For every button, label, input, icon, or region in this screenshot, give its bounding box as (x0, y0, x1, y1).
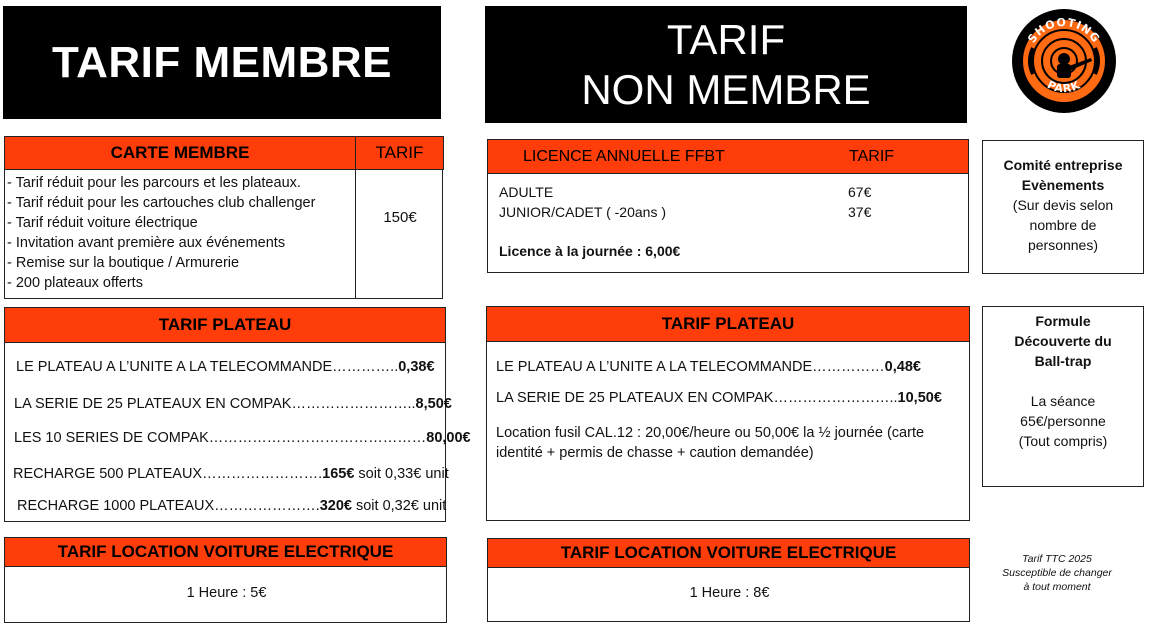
licence-journee: Licence à la journée : 6,00€ (499, 243, 681, 259)
row-price: 0,48€ (884, 359, 921, 375)
non-membre-location-table (487, 538, 970, 622)
benefit-item: - Tarif réduit voiture électrique (7, 215, 198, 231)
membre-location-table (4, 537, 447, 623)
benefit-item: - 200 plateaux offerts (7, 275, 143, 291)
non-membre-plateau-row (496, 359, 921, 375)
non-membre-location-text: 1 Heure : 8€ (689, 585, 770, 601)
row-label: LA SERIE DE 25 PLATEAUX EN COMPAK…………………….. (14, 396, 416, 412)
row-price: 10,50€ (897, 390, 942, 406)
membre-plateau-row (14, 430, 471, 446)
carte-membre-tarif-label: TARIF (375, 143, 424, 162)
non-membre-title-banner (485, 6, 967, 123)
carte-membre-header (4, 136, 356, 170)
comite-title: Evènements (1021, 177, 1105, 193)
row-label: RECHARGE 1000 PLATEAUX…………………. (17, 498, 320, 514)
licence-header-label: LICENCE ANNUELLE FFBT (523, 147, 725, 165)
logo-bottom-text: PARK (1045, 78, 1083, 96)
non-membre-plateau-table (486, 306, 970, 521)
membre-location-text: 1 Heure : 5€ (186, 585, 267, 601)
benefit-item: - Remise sur la boutique / Armurerie (7, 255, 240, 271)
comite-sub: nombre de (1029, 217, 1097, 233)
carte-membre-table (4, 136, 443, 299)
tarif-note (982, 552, 1132, 594)
location-fusil-line: identité + permis de chasse + caution demandée) (496, 445, 814, 461)
row-suffix: soit 0,32€ unit (351, 498, 447, 514)
membre-title-banner (3, 6, 441, 119)
row-price: 80,00€ (426, 430, 471, 446)
non-membre-plateau-row (496, 390, 942, 406)
carte-membre-header-label: CARTE MEMBRE (110, 143, 250, 162)
licence-row-price: 67€ (848, 184, 872, 200)
formule-sub: (Tout compris) (1018, 433, 1108, 449)
non-membre-title-line1: TARIF (666, 15, 786, 63)
row-price: 8,50€ (415, 396, 452, 412)
licence-header (487, 139, 969, 174)
formule-title: Découverte du (1014, 333, 1112, 349)
membre-plateau-row (13, 466, 449, 482)
non-membre-plateau-header (486, 306, 970, 342)
carte-membre-benefits (7, 173, 353, 293)
non-membre-location-header (487, 538, 970, 568)
row-label: LE PLATEAU A L’UNITE A LA TELECOMMANDE…………… (496, 359, 885, 375)
formule-decouverte-box (982, 306, 1144, 487)
row-price: 165€ (322, 466, 355, 482)
formule-sub: La séance (1030, 393, 1096, 409)
carte-membre-price: 150€ (383, 209, 417, 226)
benefit-item: - Tarif réduit pour les parcours et les plateaux. (7, 175, 301, 191)
membre-plateau-table (4, 307, 471, 522)
row-label: LA SERIE DE 25 PLATEAUX EN COMPAK…………………….. (496, 390, 898, 406)
membre-plateau-header (4, 307, 446, 343)
membre-plateau-row (16, 359, 435, 375)
comite-entreprise-box (982, 140, 1144, 274)
carte-membre-tarif-header (355, 136, 444, 170)
tarif-note-line: à tout moment (1023, 581, 1091, 593)
membre-title: TARIF MEMBRE (51, 37, 393, 87)
row-label: LE PLATEAU A L’UNITE A LA TELECOMMANDE………….. (16, 359, 399, 375)
membre-plateau-row (14, 396, 452, 412)
membre-location-header (4, 537, 447, 567)
comite-title: Comité entreprise (1003, 157, 1123, 173)
formule-title: Ball-trap (1034, 353, 1092, 369)
licence-row-label: JUNIOR/CADET ( -20ans ) (499, 204, 666, 220)
row-price: 0,38€ (398, 359, 435, 375)
row-suffix: soit 0,33€ unit (354, 466, 449, 482)
non-membre-plateau-header-label: TARIF PLATEAU (661, 314, 795, 333)
membre-plateau-header-label: TARIF PLATEAU (158, 315, 292, 334)
licence-row (499, 184, 553, 200)
benefit-item: - Invitation avant première aux événements (7, 235, 286, 251)
formule-sub: 65€/personne (1020, 413, 1106, 429)
tarif-note-line: Susceptible de changer (1002, 567, 1112, 579)
row-label: RECHARGE 500 PLATEAUX……………………. (13, 466, 323, 482)
licence-row-label: ADULTE (499, 184, 554, 200)
row-price: 320€ (319, 498, 352, 514)
row-label: LES 10 SERIES DE COMPAK……………………………………… (14, 430, 427, 446)
formule-title: Formule (1035, 313, 1091, 329)
comite-sub: personnes) (1027, 237, 1099, 253)
licence-table (487, 139, 969, 273)
licence-row-price: 37€ (848, 204, 872, 220)
licence-row (499, 204, 666, 220)
tarif-note-line: Tarif TTC 2025 (1022, 553, 1092, 565)
carte-membre-divider (355, 169, 356, 299)
benefit-item: - Tarif réduit pour les cartouches club challenger (7, 195, 316, 211)
licence-tarif-label: TARIF (849, 147, 895, 165)
non-membre-title-line2: NON MEMBRE (581, 65, 871, 113)
location-fusil-line: Location fusil CAL.12 : 20,00€/heure ou 50,00€ la ½ journée (carte (496, 425, 925, 441)
membre-plateau-row (17, 498, 446, 514)
target-logo-icon (1011, 8, 1117, 114)
comite-sub: (Sur devis selon (1012, 197, 1114, 213)
shooting-park-logo (1011, 8, 1117, 114)
logo-top-text: SHOOTING (1025, 15, 1103, 46)
non-membre-location-header-label: TARIF LOCATION VOITURE ELECTRIQUE (560, 543, 897, 562)
membre-location-header-label: TARIF LOCATION VOITURE ELECTRIQUE (57, 542, 394, 561)
